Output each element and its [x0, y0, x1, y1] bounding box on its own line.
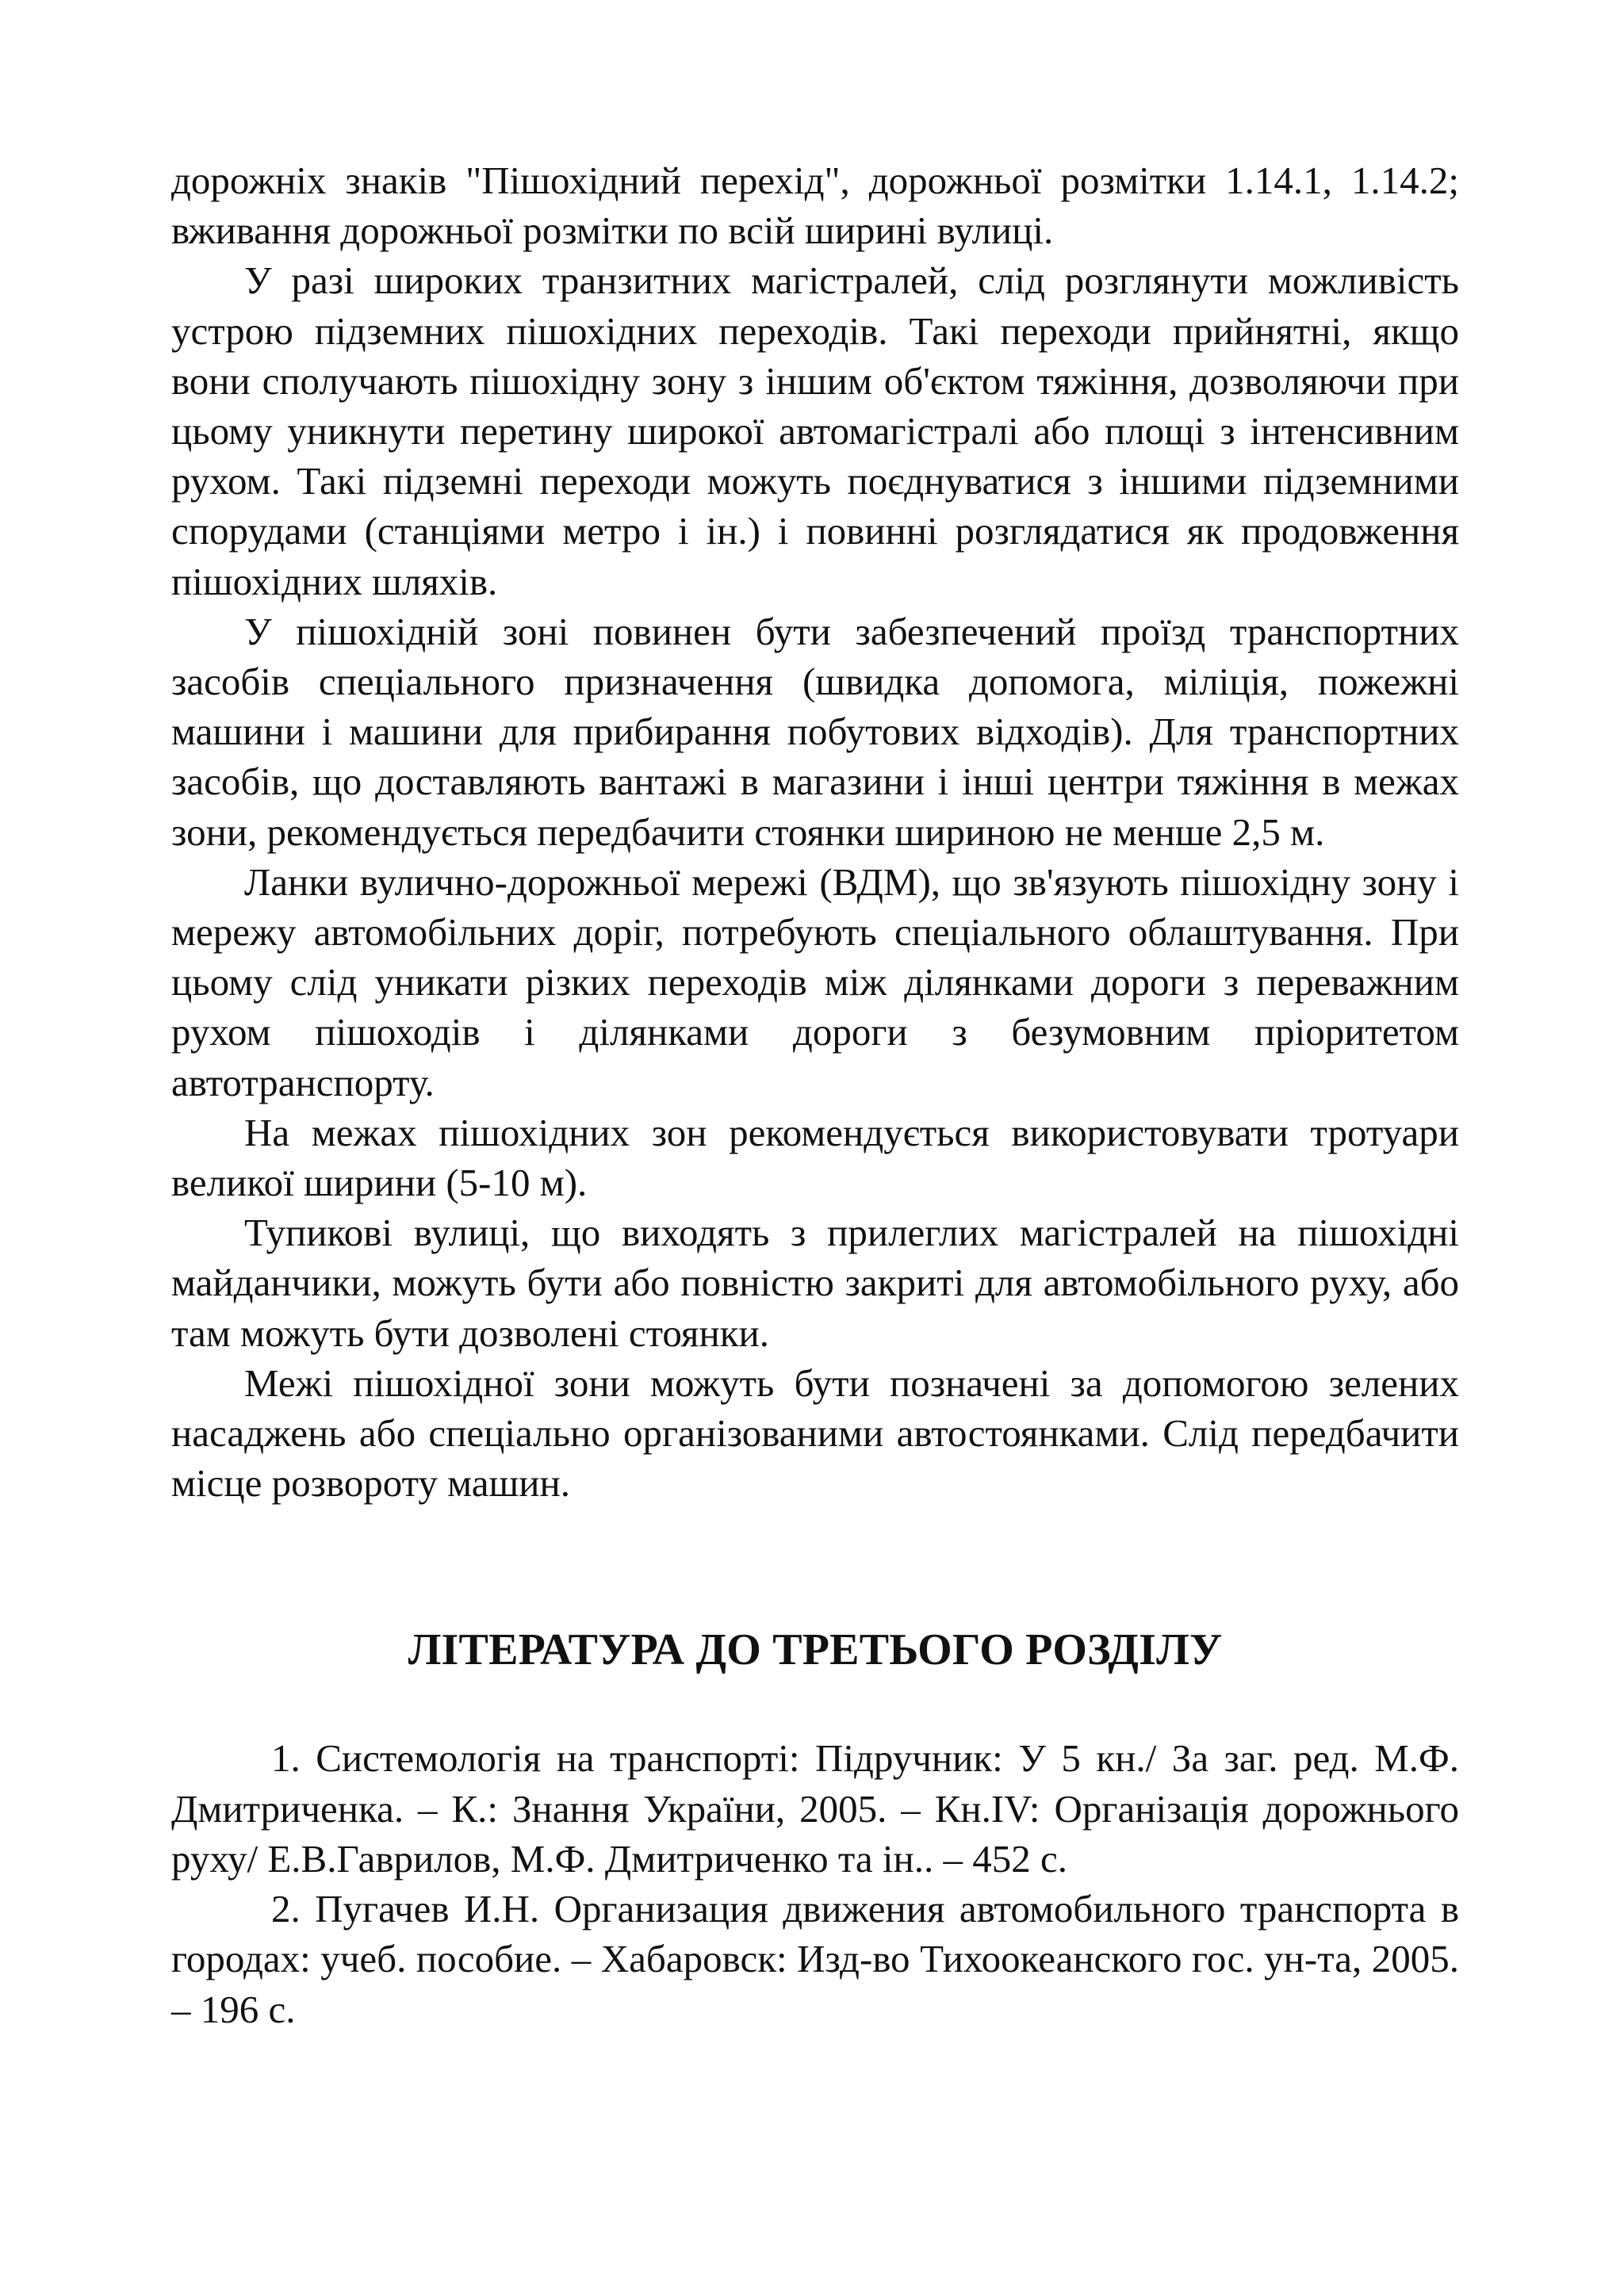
- body-paragraph-continuation: дорожніх знаків "Пішохідний перехід", дорожньої розмітки 1.14.1, 1.14.2; вживання дорожньої розмітки по всій ширині вулиці.: [171, 159, 1459, 253]
- reference-item: 1. Системологія на транспорті: Підручник: У 5 кн./ За заг. ред. М.Ф. Дмитриченка. – К.: Знання України, 2005. – Кн.IV: Організація дорожнього руху/ Е.В.Гаврилов, М.Ф. Дмитриченко та ін.. – 452 с.: [171, 1736, 1459, 1881]
- body-paragraph-zone-boundaries: Межі пішохідної зони можуть бути позначені за допомогою зелених насаджень або спеціально організованими автостоянками. Слід передбачити місце розвороту машин.: [171, 1360, 1459, 1506]
- body-paragraph-underground-crossings: У разі широких транзитних магістралей, слід розглянути можливість устрою підземних пішохідних переходів. Такі переходи прийнятні, якщо вони сполучають пішохідну зону з іншим об'єктом тяжіння, дозволяючи при цьому уникнути перетину широкої автомагістралі або площі з інтенсивним рухом. Такі підземні переходи можуть поєднуватися з іншими підземними спорудами (станціями метро і ін.) і повинні розглядатися як продовження пішохідних шляхів.: [171, 258, 1459, 603]
- reference-list: [171, 1733, 1459, 2034]
- body-paragraph-road-network-links: Ланки вулично-дорожньої мережі (ВДМ), що зв'язують пішохідну зону і мережу автомобільних доріг, потребують спеціального облаштування. При цьому слід уникати різких переходів між ділянками дороги з переважним рухом пішоходів і ділянками дороги з безумовним пріоритетом автотранспорту.: [171, 859, 1459, 1104]
- body-paragraph-wide-sidewalks: На межах пішохідних зон рекомендується використовувати тротуари великої ширини (5-10 м).: [171, 1110, 1459, 1205]
- literature-section-title: ЛІТЕРАТУРА ДО ТРЕТЬОГО РОЗДІЛУ: [408, 1625, 1223, 1675]
- document-page: [171, 155, 1459, 2034]
- body-paragraph-dead-end-streets: Тупикові вулиці, що виходять з прилеглих магістралей на пішохідні майданчики, можуть бути або повністю закриті для автомобільного руху, або там можуть бути дозволені стоянки.: [171, 1211, 1459, 1355]
- body-paragraph-special-vehicles: У пішохідній зоні повинен бути забезпечений проїзд транспортних засобів спеціального призначення (швидка допомога, міліція, пожежні машини і машини для прибирання побутових відходів). Для транспортних засобів, що доставляють вантажі в магазини і інші центри тяжіння в межах зони, рекомендується передбачити стоянки шириною не менше 2,5 м.: [171, 609, 1459, 854]
- reference-item: 2. Пугачев И.Н. Организация движения автомобильного транспорта в городах: учеб. пособие. – Хабаровск: Изд-во Тихоокеанского гос. ун-та, 2005. – 196 с.: [171, 1887, 1459, 2031]
